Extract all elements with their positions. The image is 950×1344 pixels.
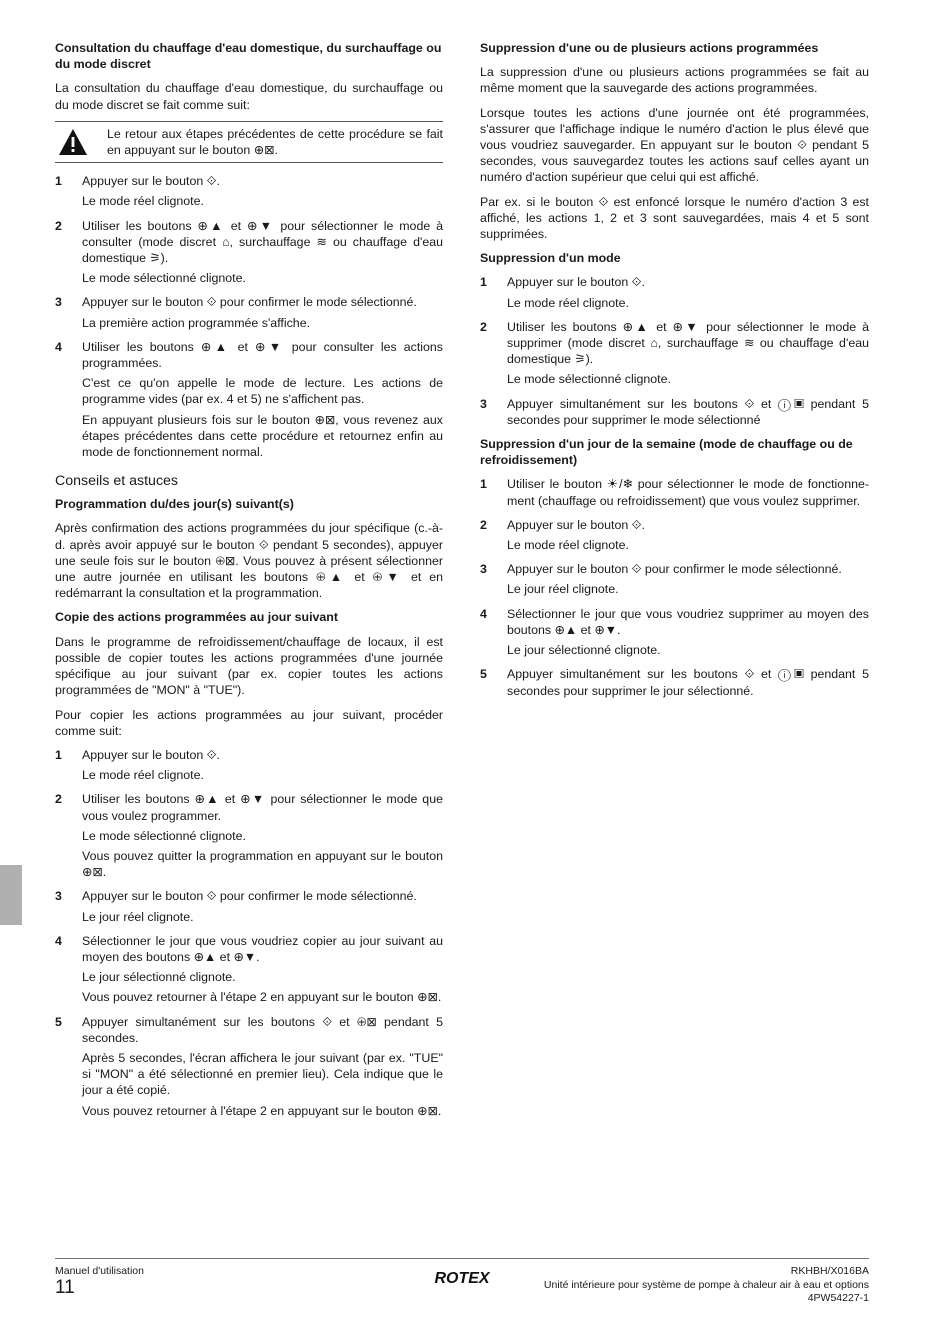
step-text: Utiliser les boutons ⊕▲ et ⊕▼ pour sélectionner le mode à supprimer (mode discret ⌂, surchauffage ≋ ou chauffage d'eau domestique ⚞). xyxy=(507,319,869,367)
logo-text: ROTEX xyxy=(434,1270,490,1286)
next-day-text: Après confirmation des actions programmées du jour spécifique (c.-à-d. après avoir appuyé sur le bouton ⟐ pendant 5 secondes), appuyer une seule fois sur le bouton ⊕⊠. Vous pouvez à présent sélectionner une autre journée en utilisant les boutons ⊕▲ et ⊕▼ et en redémarrant la consultation et la programmation. xyxy=(55,521,443,601)
step-text: Appuyer sur le bouton ⟐ pour confirmer le mode sélectionné. xyxy=(82,889,417,904)
step-text: Appuyer simultanément sur les boutons ⟐ et ⓘ▣ pendant 5 secondes pour supprimer le jour sélectionné. xyxy=(507,667,869,698)
step-item xyxy=(55,218,443,287)
step-item xyxy=(55,888,443,924)
step-text: Appuyer sur le bouton ⟐. xyxy=(507,275,645,290)
step-number: 2 xyxy=(55,792,62,807)
step-item xyxy=(480,606,869,659)
footer-right-block xyxy=(539,1265,869,1306)
step-number: 4 xyxy=(55,933,62,948)
step-result: Le mode réel clignote. xyxy=(82,194,204,209)
step-item xyxy=(480,274,869,310)
step-result: Le mode réel clignote. xyxy=(507,538,629,553)
step-result: Vous pouvez quitter la programmation en appuyant sur le bouton ⊕⊠. xyxy=(82,848,443,880)
step-text: Appuyer sur le bouton ⟐ pour confirmer le mode sélectionné. xyxy=(507,562,842,577)
step-item xyxy=(480,561,869,597)
step-number: 4 xyxy=(55,339,62,354)
step-text: Utiliser le bouton ☀/❄ pour sélectionner le mode de fonctionne-ment (chauffage ou refroidissement) que vous voulez supprimer. xyxy=(507,477,869,508)
step-item xyxy=(55,339,443,460)
copy-heading: Copie des actions programmées au jour suivant xyxy=(55,610,338,625)
warning-triangle-icon xyxy=(58,128,88,156)
footer-model: RKHBH/X016BA xyxy=(790,1265,869,1277)
step-item xyxy=(480,396,869,428)
delete-heading: Suppression d'une ou de plusieurs actions programmées xyxy=(480,41,819,55)
step-text: Appuyer simultanément sur les boutons ⟐ et ⊕⊠ pendant 5 secondes. xyxy=(82,1014,443,1045)
day-delete-heading: Suppression d'un jour de la semaine (mode de chauffage ou de refroidissement) xyxy=(480,437,853,468)
step-result: En appuyant plusieurs fois sur le bouton ⊕⊠, vous revenez aux étapes précédentes dans cette procédure et retournez enfin au mode de fonctionnement normal. xyxy=(82,412,443,460)
step-result: Après 5 secondes, l'écran affichera le jour suivant (par ex. "TUE" si "MON" a été sélectionné en premier lieu). Cela indique que le jour a été copié. xyxy=(82,1050,443,1098)
step-item xyxy=(480,319,869,388)
footer-description: Unité intérieure pour système de pompe à chaleur air à eau et options xyxy=(543,1278,869,1291)
step-number: 2 xyxy=(480,517,487,532)
step-text: Utiliser les boutons ⊕▲ et ⊕▼ pour sélectionner le mode que vous voulez programmer. xyxy=(82,792,443,823)
step-number: 2 xyxy=(480,319,487,334)
step-result: La première action programmée s'affiche. xyxy=(82,315,311,330)
step-result: Le jour réel clignote. xyxy=(82,909,194,924)
left-column xyxy=(55,40,443,1127)
step-item xyxy=(480,476,869,508)
step-result: Le jour sélectionné clignote. xyxy=(507,643,661,658)
delete-paragraph-2: Lorsque toutes les actions d'une journée ont été programmées, s'assurer que l'affichage indique le numéro d'action le plus élevé que vous voudriez sauvegarder. En appuyant sur le bouton ⟐ pendant 5 secondes, vous sauvegardez toutes les actions sauf celles ayant un numéro d'action supérieur que celui qui est affiché. xyxy=(480,105,869,185)
step-text: Sélectionner le jour que vous voudriez supprimer au moyen des boutons ⊕▲ et ⊕▼. xyxy=(507,606,869,637)
mode-delete-steps-list xyxy=(480,274,869,428)
footer-doc-code: 4PW54227-1 xyxy=(807,1292,869,1304)
step-text: Appuyer simultanément sur les boutons ⟐ et ⓘ▣ pendant 5 secondes pour supprimer le mode sélectionné xyxy=(507,396,869,427)
next-day-heading: Programmation du/des jour(s) suivant(s) xyxy=(55,497,294,512)
step-result: Le jour réel clignote. xyxy=(507,582,619,597)
step-number: 1 xyxy=(55,747,62,762)
step-number: 4 xyxy=(480,606,487,621)
step-item xyxy=(55,173,443,209)
footer-manual-label: Manuel d'utilisation xyxy=(55,1265,144,1277)
delete-paragraph-3: Par ex. si le bouton ⟐ est enfoncé lorsque le numéro d'action 3 est affiché, les actions 1, 2 et 3 sont sauvegardées, mais 4 et 5 sont supprimées. xyxy=(480,194,869,242)
step-result: Le mode réel clignote. xyxy=(82,768,204,783)
step-result: C'est ce qu'on appelle le mode de lecture. Les actions de programme vides (par ex. 4 et 5) ne s'affichent pas. xyxy=(82,376,443,407)
mode-delete-heading: Suppression d'un mode xyxy=(480,251,621,266)
right-column xyxy=(480,40,869,707)
step-result: Le jour sélectionné clignote. xyxy=(82,970,236,985)
step-number: 1 xyxy=(480,477,487,492)
consult-heading: Consultation du chauffage d'eau domestique, du surchauffage ou du mode discret xyxy=(55,41,442,72)
step-result: Le mode réel clignote. xyxy=(507,295,629,310)
step-text: Appuyer sur le bouton ⟐. xyxy=(507,517,645,532)
step-number: 2 xyxy=(55,218,62,233)
warning-box xyxy=(55,121,443,163)
step-result: Le mode sélectionné clignote. xyxy=(507,372,671,387)
day-delete-steps-list xyxy=(480,476,869,698)
copy-text-2: Pour copier les actions programmées au jour suivant, procéder comme suit: xyxy=(55,707,443,738)
step-item xyxy=(55,747,443,783)
tips-heading: Conseils et astuces xyxy=(55,473,179,490)
step-item xyxy=(55,933,443,1006)
rotex-logo xyxy=(431,1268,493,1286)
copy-steps-list xyxy=(55,747,443,1119)
step-result: Vous pouvez retourner à l'étape 2 en appuyant sur le bouton ⊕⊠. xyxy=(82,990,442,1005)
step-text: Utiliser les boutons ⊕▲ et ⊕▼ pour consulter les actions programmées. xyxy=(82,339,443,371)
warning-text: Le retour aux étapes précédentes de cette procédure se fait en appuyant sur le bouton ⊕⊠. xyxy=(107,126,443,158)
step-result: Le mode sélectionné clignote. xyxy=(82,828,246,843)
step-text: Appuyer sur le bouton ⟐. xyxy=(82,174,220,189)
step-item xyxy=(55,791,443,880)
step-item xyxy=(480,666,869,698)
step-text: Appuyer sur le bouton ⟐. xyxy=(82,747,220,762)
footer-divider xyxy=(55,1258,869,1259)
step-number: 5 xyxy=(55,1014,62,1029)
step-text: Appuyer sur le bouton ⟐ pour confirmer le mode sélectionné. xyxy=(82,295,417,310)
consult-intro: La consultation du chauffage d'eau domestique, du surchauffage ou du mode discret se fait comme suit: xyxy=(55,81,443,112)
step-number: 3 xyxy=(55,889,62,904)
step-result: Le mode sélectionné clignote. xyxy=(82,271,246,286)
chapter-side-tab xyxy=(0,865,22,925)
delete-paragraph-1: La suppression d'une ou plusieurs actions programmées se fait au même moment que la sauvegarde des actions programmées. xyxy=(480,65,869,96)
step-number: 3 xyxy=(55,295,62,310)
step-result: Vous pouvez retourner à l'étape 2 en appuyant sur le bouton ⊕⊠. xyxy=(82,1103,442,1118)
step-text: Utiliser les boutons ⊕▲ et ⊕▼ pour sélectionner le mode à consulter (mode discret ⌂, surchauffage ≋ ou chauffage d'eau domestique ⚞). xyxy=(82,218,443,266)
page-number: 11 xyxy=(55,1277,75,1298)
step-number: 3 xyxy=(480,562,487,577)
step-item xyxy=(55,294,443,330)
step-item xyxy=(55,1014,443,1119)
step-number: 5 xyxy=(480,667,487,682)
consult-steps-list xyxy=(55,173,443,460)
step-number: 3 xyxy=(480,396,487,411)
step-number: 1 xyxy=(480,275,487,290)
step-text: Sélectionner le jour que vous voudriez copier au jour suivant au moyen des boutons ⊕▲ et ⊕▼. xyxy=(82,933,443,964)
step-number: 1 xyxy=(55,174,62,189)
copy-text-1: Dans le programme de refroidissement/chauffage de locaux, il est possible de copier toutes les actions programmées d'une journée spécifique au jour suivant (par ex. copier toutes les actions programmées de "MON" à "TUE"). xyxy=(55,634,443,698)
step-item xyxy=(480,517,869,553)
